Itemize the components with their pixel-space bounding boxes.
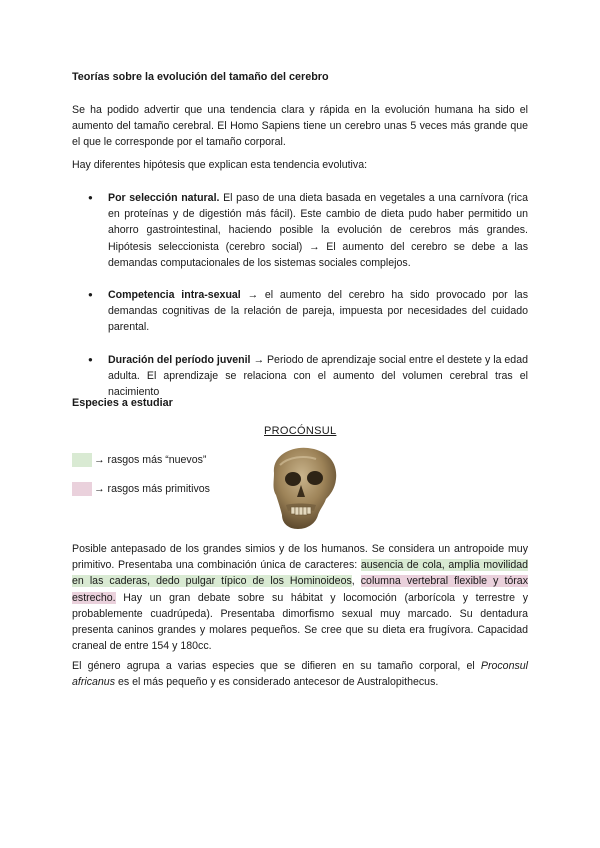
legend-primitive-traits [72,481,210,497]
hypothesis-text: → el aumento del cerebro ha sido provocado por las demandas cognitivas de la relación de pareja, impuesta por necesidades del cuidado parental. [108,289,528,334]
page-title: Teorías sobre la evolución del tamaño del cerebro [72,71,329,83]
list-item [72,352,528,401]
species-description [72,541,528,654]
legend-primitive-label: → rasgos más primitivos [94,483,210,495]
description-text-rest: Hay un gran debate sobre su hábitat y locomoción (arborícola y terrestre y probablemente cuadrúpeda). Presentaba dimorfismo sexual muy marcado. Su dentadura presenta caninos grandes y molares pequeños. Se cree que su dieta era frugívora. Capacidad craneal de entre 154 y 180cc. [72,591,528,653]
primitive-traits-highlight: columna vertebral flexible y tórax estrecho. [72,575,528,604]
hypotheses-intro: Hay diferentes hipótesis que explican esta tendencia evolutiva: [72,159,368,171]
specimen-title: PROCÓNSUL [264,425,337,437]
description-separator: , [351,575,361,588]
species-heading: Especies a estudiar [72,397,173,409]
hypotheses-list [72,190,528,416]
green-swatch [72,453,92,467]
list-item [72,287,528,336]
hypothesis-term: Competencia intra-sexual [108,289,241,302]
genus-paragraph [72,658,528,690]
hypothesis-term: Duración del período juvenil [108,353,251,366]
skull-photo [260,443,342,531]
hypothesis-text: → Periodo de aprendizaje social entre el destete y la edad adulta. El aprendizaje se relaciona con el aumento del volumen cerebral tras el nacimiento [108,353,528,399]
hypothesis-text: El paso de una dieta basada en vegetales a una carnívora (rica en proteínas y de digestión más fácil). Este cambio de dieta pudo haber permitido un ahorro gastrointestinal, haciendo posible la evolución de cerebros más grandes. Hipótesis seleccionista (cerebro social) → El aumento del cerebro se debe a las demandas computacionales de los sistemas sociales complejos. [108,192,528,269]
genus-text-rest: es el más pequeño y es considerado antecesor de Australopithecus. [115,676,439,689]
skull-icon [260,443,342,531]
hypothesis-term: Por selección natural. [108,192,220,204]
legend-new-traits [72,452,206,468]
genus-text: El género agrupa a varias especies que se difieren en su tamaño corporal, el [72,660,481,672]
intro-paragraph: Se ha podido advertir que una tendencia clara y rápida en la evolución humana ha sido el aumento del tamaño cerebral. El Homo Sapiens tiene un cerebro unas 5 veces más grande que el que le corresponde por el tamaño corporal. [72,104,528,149]
species-name: Proconsul africanus [72,660,528,689]
description-text: Posible antepasado de los grandes simios y de los humanos. Se considera un antropoide muy primitivo. Presentaba una combinación única de caracteres: [72,543,528,572]
list-item [72,190,528,271]
new-traits-highlight: ausencia de cola, amplia movilidad en las caderas, dedo pulgar típico de los Hominoideos [72,559,529,588]
legend-new-label: → rasgos más “nuevos” [94,454,207,466]
pink-swatch [72,482,92,496]
